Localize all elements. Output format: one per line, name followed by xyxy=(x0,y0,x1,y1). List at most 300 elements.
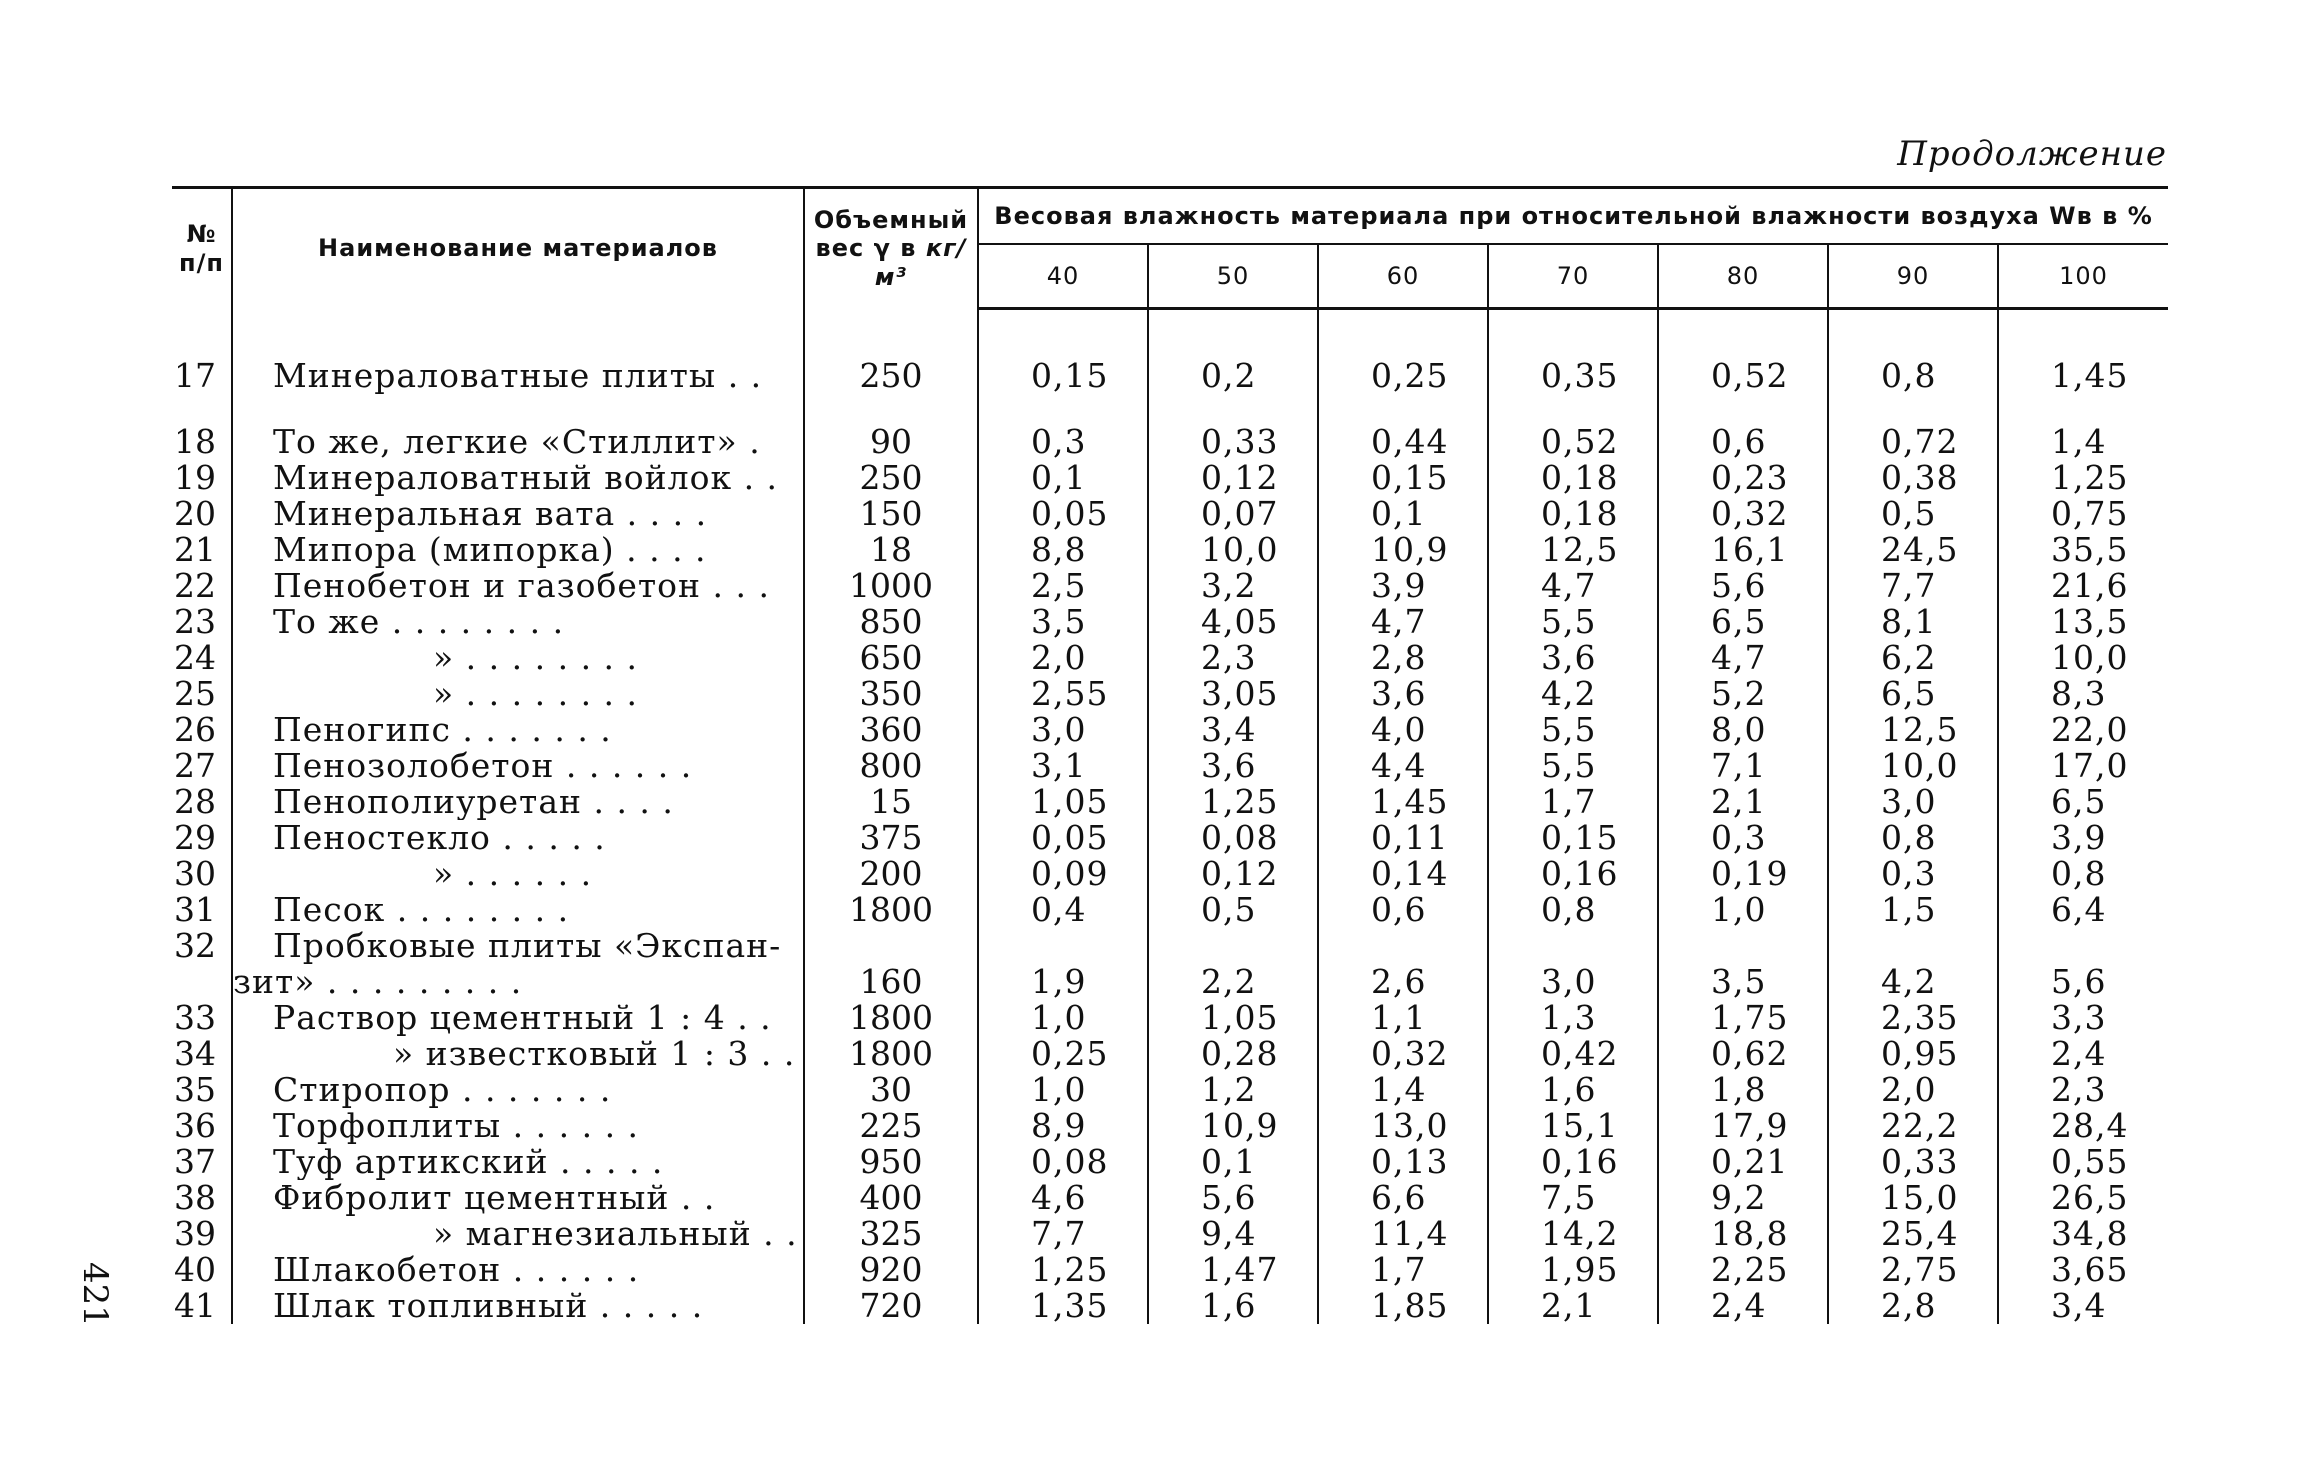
moisture-value: 1,25 xyxy=(1148,784,1318,820)
row-number: 38 xyxy=(172,1180,232,1216)
material-name: Пеногипс . . . . . . . xyxy=(273,712,612,748)
row-number: 33 xyxy=(172,1000,232,1036)
moisture-value: 0,1 xyxy=(978,460,1148,496)
density-cell: 720 xyxy=(804,1288,978,1324)
moisture-value: 0,32 xyxy=(1658,496,1828,532)
row-number: 28 xyxy=(172,784,232,820)
moisture-value: 3,05 xyxy=(1148,676,1318,712)
moisture-value: 0,08 xyxy=(978,1144,1148,1180)
moisture-value: 0,1 xyxy=(1318,496,1488,532)
table-row xyxy=(172,1216,2168,1252)
density-cell: 360 xyxy=(804,712,978,748)
column-header-density xyxy=(804,188,978,309)
moisture-value: 3,0 xyxy=(1828,784,1998,820)
material-name-continuation: зит» . . . . . . . . . xyxy=(233,964,523,1000)
moisture-value: 10,9 xyxy=(1318,532,1488,568)
moisture-value: 1,7 xyxy=(1318,1252,1488,1288)
density-cell: 1800 xyxy=(804,1036,978,1072)
moisture-value: 1,75 xyxy=(1658,1000,1828,1036)
moisture-cell xyxy=(1488,928,1658,964)
moisture-value: 1,25 xyxy=(978,1252,1148,1288)
row-number: 36 xyxy=(172,1108,232,1144)
row-number: 19 xyxy=(172,460,232,496)
moisture-value: 0,08 xyxy=(1148,820,1318,856)
moisture-value: 1,1 xyxy=(1318,1000,1488,1036)
moisture-value: 0,2 xyxy=(1148,350,1318,394)
moisture-value: 0,16 xyxy=(1488,856,1658,892)
material-name: Раствор цементный 1 : 4 . . xyxy=(273,1000,772,1036)
density-cell: 950 xyxy=(804,1144,978,1180)
moisture-value: 22,2 xyxy=(1828,1108,1998,1144)
moisture-cell xyxy=(1148,928,1318,964)
table-row xyxy=(172,856,2168,892)
row-number: 26 xyxy=(172,712,232,748)
gap-cell xyxy=(804,309,978,351)
moisture-value: 3,5 xyxy=(978,604,1148,640)
moisture-value: 0,8 xyxy=(1828,350,1998,394)
moisture-value: 3,0 xyxy=(978,712,1148,748)
row-number: 39 xyxy=(172,1216,232,1252)
moisture-value: 0,19 xyxy=(1658,856,1828,892)
moisture-value: 1,47 xyxy=(1148,1252,1318,1288)
table-body xyxy=(172,309,2168,1325)
moisture-value: 12,5 xyxy=(1488,532,1658,568)
moisture-value: 4,7 xyxy=(1318,604,1488,640)
moisture-value: 7,7 xyxy=(978,1216,1148,1252)
moisture-value: 0,14 xyxy=(1318,856,1488,892)
moisture-value: 2,8 xyxy=(1828,1288,1998,1324)
moisture-value: 3,4 xyxy=(1148,712,1318,748)
moisture-value: 0,21 xyxy=(1658,1144,1828,1180)
moisture-value: 0,11 xyxy=(1318,820,1488,856)
density-label: Объемный вес γ в xyxy=(813,205,969,263)
column-header-humidity-60: 60 xyxy=(1318,244,1488,309)
moisture-value: 5,6 xyxy=(1998,964,2168,1000)
moisture-value: 1,95 xyxy=(1488,1252,1658,1288)
moisture-value: 15,1 xyxy=(1488,1108,1658,1144)
moisture-value: 0,18 xyxy=(1488,496,1658,532)
moisture-value: 7,5 xyxy=(1488,1180,1658,1216)
moisture-value: 10,0 xyxy=(1828,748,1998,784)
material-name: Минераловатный войлок . . xyxy=(273,460,779,496)
moisture-value: 13,0 xyxy=(1318,1108,1488,1144)
density-cell: 250 xyxy=(804,460,978,496)
moisture-value: 1,0 xyxy=(978,1000,1148,1036)
moisture-value: 0,5 xyxy=(1148,892,1318,928)
material-name: Торфоплиты . . . . . . xyxy=(273,1108,640,1144)
row-gap xyxy=(172,394,2168,424)
moisture-value: 3,0 xyxy=(1488,964,1658,1000)
moisture-value: 1,5 xyxy=(1828,892,1998,928)
gap-cell xyxy=(1148,394,1318,424)
table-row xyxy=(172,640,2168,676)
moisture-value: 9,2 xyxy=(1658,1180,1828,1216)
density-cell: 15 xyxy=(804,784,978,820)
moisture-value: 1,0 xyxy=(1658,892,1828,928)
moisture-value: 0,52 xyxy=(1488,424,1658,460)
table-row xyxy=(172,1252,2168,1288)
moisture-value: 14,2 xyxy=(1488,1216,1658,1252)
moisture-value: 3,9 xyxy=(1998,820,2168,856)
moisture-value: 8,1 xyxy=(1828,604,1998,640)
moisture-value: 2,35 xyxy=(1828,1000,1998,1036)
material-name: Песок . . . . . . . . xyxy=(273,892,570,928)
row-number: 21 xyxy=(172,532,232,568)
moisture-cell xyxy=(1828,928,1998,964)
moisture-value: 0,55 xyxy=(1998,1144,2168,1180)
moisture-value: 0,15 xyxy=(978,350,1148,394)
moisture-value: 0,3 xyxy=(978,424,1148,460)
moisture-value: 26,5 xyxy=(1998,1180,2168,1216)
moisture-value: 0,23 xyxy=(1658,460,1828,496)
row-number: 35 xyxy=(172,1072,232,1108)
moisture-value: 0,35 xyxy=(1488,350,1658,394)
moisture-value: 0,32 xyxy=(1318,1036,1488,1072)
gap-cell xyxy=(1658,309,1828,351)
moisture-value: 6,4 xyxy=(1998,892,2168,928)
moisture-value: 3,2 xyxy=(1148,568,1318,604)
row-number: 40 xyxy=(172,1252,232,1288)
moisture-value: 1,35 xyxy=(978,1288,1148,1324)
density-cell: 250 xyxy=(804,350,978,394)
table-row xyxy=(172,820,2168,856)
moisture-value: 1,4 xyxy=(1318,1072,1488,1108)
moisture-value: 0,33 xyxy=(1148,424,1318,460)
material-name: » магнезиальный . . xyxy=(433,1216,798,1252)
moisture-value: 24,5 xyxy=(1828,532,1998,568)
gap-cell xyxy=(172,309,232,351)
moisture-value: 0,15 xyxy=(1318,460,1488,496)
moisture-value: 0,6 xyxy=(1318,892,1488,928)
row-number: 23 xyxy=(172,604,232,640)
moisture-value: 2,2 xyxy=(1148,964,1318,1000)
table-row xyxy=(172,1072,2168,1108)
moisture-value: 1,4 xyxy=(1998,424,2168,460)
moisture-value: 4,7 xyxy=(1488,568,1658,604)
moisture-value: 13,5 xyxy=(1998,604,2168,640)
gap-cell xyxy=(232,309,804,351)
moisture-value: 5,5 xyxy=(1488,604,1658,640)
moisture-value: 0,16 xyxy=(1488,1144,1658,1180)
moisture-cell xyxy=(1998,928,2168,964)
density-cell: 650 xyxy=(804,640,978,676)
moisture-value: 2,0 xyxy=(978,640,1148,676)
row-number: 27 xyxy=(172,748,232,784)
moisture-value: 0,05 xyxy=(978,496,1148,532)
moisture-value: 4,2 xyxy=(1828,964,1998,1000)
column-header-humidity-90: 90 xyxy=(1828,244,1998,309)
gap-cell xyxy=(1828,394,1998,424)
gap-cell xyxy=(978,394,1148,424)
table-row xyxy=(172,460,2168,496)
gap-cell xyxy=(804,394,978,424)
moisture-cell xyxy=(1658,928,1828,964)
gap-cell xyxy=(232,394,804,424)
moisture-value: 3,6 xyxy=(1148,748,1318,784)
moisture-value: 2,55 xyxy=(978,676,1148,712)
density-cell: 920 xyxy=(804,1252,978,1288)
moisture-value: 1,25 xyxy=(1998,460,2168,496)
column-header-number: № п/п xyxy=(172,188,232,309)
density-cell: 1800 xyxy=(804,892,978,928)
material-name: Пенополиуретан . . . . xyxy=(273,784,674,820)
row-number: 37 xyxy=(172,1144,232,1180)
row-number: 29 xyxy=(172,820,232,856)
gap-cell xyxy=(1658,394,1828,424)
material-name: Фибролит цементный . . xyxy=(273,1180,716,1216)
density-cell xyxy=(804,928,978,964)
moisture-value: 2,6 xyxy=(1318,964,1488,1000)
moisture-value: 11,4 xyxy=(1318,1216,1488,1252)
moisture-value: 2,75 xyxy=(1828,1252,1998,1288)
gap-cell xyxy=(1998,394,2168,424)
moisture-value: 0,62 xyxy=(1658,1036,1828,1072)
density-cell: 850 xyxy=(804,604,978,640)
moisture-value: 10,9 xyxy=(1148,1108,1318,1144)
material-name: То же, легкие «Стиллит» . xyxy=(273,424,761,460)
density-cell: 225 xyxy=(804,1108,978,1144)
density-cell: 400 xyxy=(804,1180,978,1216)
row-number: 25 xyxy=(172,676,232,712)
material-name: Пенозолобетон . . . . . . xyxy=(273,748,693,784)
moisture-value: 4,7 xyxy=(1658,640,1828,676)
material-name: » . . . . . . xyxy=(433,856,593,892)
moisture-value: 0,07 xyxy=(1148,496,1318,532)
moisture-value: 2,5 xyxy=(978,568,1148,604)
column-header-humidity-70: 70 xyxy=(1488,244,1658,309)
moisture-value: 16,1 xyxy=(1658,532,1828,568)
material-name: Пенобетон и газобетон . . . xyxy=(273,568,770,604)
material-name: » известковый 1 : 3 . . xyxy=(393,1036,796,1072)
moisture-value: 6,2 xyxy=(1828,640,1998,676)
moisture-value: 0,95 xyxy=(1828,1036,1998,1072)
moisture-value: 8,9 xyxy=(978,1108,1148,1144)
density-cell: 30 xyxy=(804,1072,978,1108)
gap-cell xyxy=(1828,309,1998,351)
moisture-value: 1,45 xyxy=(1998,350,2168,394)
moisture-value: 0,5 xyxy=(1828,496,1998,532)
material-name: Пеностекло . . . . . xyxy=(273,820,606,856)
row-number: 34 xyxy=(172,1036,232,1072)
gap-cell xyxy=(978,309,1148,351)
table-row xyxy=(172,784,2168,820)
gap-cell xyxy=(1488,394,1658,424)
column-header-humidity-40: 40 xyxy=(978,244,1148,309)
moisture-value: 1,45 xyxy=(1318,784,1488,820)
moisture-value: 5,5 xyxy=(1488,712,1658,748)
moisture-value: 1,05 xyxy=(1148,1000,1318,1036)
moisture-value: 0,09 xyxy=(978,856,1148,892)
density-cell: 200 xyxy=(804,856,978,892)
table-row xyxy=(172,568,2168,604)
moisture-value: 0,18 xyxy=(1488,460,1658,496)
moisture-value: 3,65 xyxy=(1998,1252,2168,1288)
moisture-value: 34,8 xyxy=(1998,1216,2168,1252)
table-row xyxy=(172,1144,2168,1180)
moisture-value: 3,1 xyxy=(978,748,1148,784)
moisture-value: 3,3 xyxy=(1998,1000,2168,1036)
material-name: То же . . . . . . . . xyxy=(273,604,565,640)
moisture-cell xyxy=(978,928,1148,964)
moisture-value: 10,0 xyxy=(1998,640,2168,676)
moisture-value: 1,05 xyxy=(978,784,1148,820)
moisture-value: 0,52 xyxy=(1658,350,1828,394)
density-cell: 350 xyxy=(804,676,978,712)
moisture-value: 22,0 xyxy=(1998,712,2168,748)
moisture-value: 28,4 xyxy=(1998,1108,2168,1144)
moisture-value: 6,5 xyxy=(1658,604,1828,640)
table-row xyxy=(172,424,2168,460)
continuation-label: Продолжение xyxy=(1897,134,2167,174)
moisture-value: 0,6 xyxy=(1658,424,1828,460)
table-row xyxy=(172,496,2168,532)
moisture-value: 1,2 xyxy=(1148,1072,1318,1108)
moisture-value: 21,6 xyxy=(1998,568,2168,604)
gap-cell xyxy=(172,394,232,424)
moisture-value: 0,8 xyxy=(1488,892,1658,928)
table-row xyxy=(172,1180,2168,1216)
material-name: Туф артикский . . . . . xyxy=(273,1144,664,1180)
density-cell: 1000 xyxy=(804,568,978,604)
moisture-value: 5,6 xyxy=(1658,568,1828,604)
moisture-value: 0,28 xyxy=(1148,1036,1318,1072)
material-name: Шлак топливный . . . . . xyxy=(273,1288,704,1324)
page-number: 421 xyxy=(75,1262,115,1327)
moisture-value: 1,85 xyxy=(1318,1288,1488,1324)
moisture-value: 2,8 xyxy=(1318,640,1488,676)
density-cell: 18 xyxy=(804,532,978,568)
material-name: Шлакобетон . . . . . . xyxy=(273,1252,640,1288)
moisture-value: 0,12 xyxy=(1148,460,1318,496)
moisture-value: 8,3 xyxy=(1998,676,2168,712)
moisture-value: 1,0 xyxy=(978,1072,1148,1108)
material-name: Минеральная вата . . . . xyxy=(273,496,708,532)
moisture-value: 0,75 xyxy=(1998,496,2168,532)
moisture-value: 0,05 xyxy=(978,820,1148,856)
material-name: » . . . . . . . . xyxy=(433,676,639,712)
table-row xyxy=(172,1036,2168,1072)
moisture-value: 2,4 xyxy=(1998,1036,2168,1072)
moisture-value: 0,3 xyxy=(1828,856,1998,892)
density-cell: 800 xyxy=(804,748,978,784)
table-header xyxy=(172,188,2168,309)
moisture-value: 3,6 xyxy=(1318,676,1488,712)
moisture-value: 0,72 xyxy=(1828,424,1998,460)
table-row xyxy=(172,1000,2168,1036)
moisture-value: 4,0 xyxy=(1318,712,1488,748)
moisture-value: 2,3 xyxy=(1998,1072,2168,1108)
moisture-value: 35,5 xyxy=(1998,532,2168,568)
moisture-table xyxy=(172,186,2168,1324)
moisture-value: 0,3 xyxy=(1658,820,1828,856)
moisture-value: 17,0 xyxy=(1998,748,2168,784)
gap-cell xyxy=(1998,309,2168,351)
table-row xyxy=(172,532,2168,568)
moisture-value: 1,7 xyxy=(1488,784,1658,820)
row-number: 31 xyxy=(172,892,232,928)
moisture-value: 3,5 xyxy=(1658,964,1828,1000)
moisture-value: 0,4 xyxy=(978,892,1148,928)
moisture-value: 0,8 xyxy=(1828,820,1998,856)
moisture-value: 2,0 xyxy=(1828,1072,1998,1108)
moisture-value: 2,1 xyxy=(1658,784,1828,820)
moisture-value: 5,2 xyxy=(1658,676,1828,712)
moisture-value: 9,4 xyxy=(1148,1216,1318,1252)
density-cell: 90 xyxy=(804,424,978,460)
moisture-value: 1,6 xyxy=(1148,1288,1318,1324)
moisture-value: 0,38 xyxy=(1828,460,1998,496)
moisture-value: 6,5 xyxy=(1998,784,2168,820)
moisture-value: 1,3 xyxy=(1488,1000,1658,1036)
moisture-value: 25,4 xyxy=(1828,1216,1998,1252)
gap-cell xyxy=(1148,309,1318,351)
moisture-value: 5,6 xyxy=(1148,1180,1318,1216)
moisture-value: 0,25 xyxy=(978,1036,1148,1072)
moisture-value: 18,8 xyxy=(1658,1216,1828,1252)
moisture-value: 3,9 xyxy=(1318,568,1488,604)
column-header-name: Наименование материалов xyxy=(232,188,804,309)
row-number: 18 xyxy=(172,424,232,460)
density-cell: 160 xyxy=(804,964,978,1000)
moisture-value: 0,1 xyxy=(1148,1144,1318,1180)
row-number: 17 xyxy=(172,350,232,394)
moisture-value: 6,6 xyxy=(1318,1180,1488,1216)
table-row xyxy=(172,604,2168,640)
column-header-humidity-100: 100 xyxy=(1998,244,2168,309)
density-cell: 325 xyxy=(804,1216,978,1252)
material-name: Стиропор . . . . . . . xyxy=(273,1072,612,1108)
density-cell: 150 xyxy=(804,496,978,532)
moisture-value: 0,8 xyxy=(1998,856,2168,892)
moisture-value: 3,4 xyxy=(1998,1288,2168,1324)
moisture-value: 4,4 xyxy=(1318,748,1488,784)
moisture-value: 3,6 xyxy=(1488,640,1658,676)
row-number: 32 xyxy=(172,928,232,964)
column-header-humidity-50: 50 xyxy=(1148,244,1318,309)
column-header-humidity-80: 80 xyxy=(1658,244,1828,309)
gap-cell xyxy=(1488,309,1658,351)
moisture-value: 2,25 xyxy=(1658,1252,1828,1288)
moisture-value: 5,5 xyxy=(1488,748,1658,784)
moisture-value: 1,9 xyxy=(978,964,1148,1000)
moisture-value: 1,6 xyxy=(1488,1072,1658,1108)
moisture-value: 4,2 xyxy=(1488,676,1658,712)
moisture-value: 0,13 xyxy=(1318,1144,1488,1180)
row-number: 30 xyxy=(172,856,232,892)
moisture-value: 1,8 xyxy=(1658,1072,1828,1108)
moisture-value: 8,0 xyxy=(1658,712,1828,748)
table-row xyxy=(172,676,2168,712)
row-number: 41 xyxy=(172,1288,232,1324)
material-name: » . . . . . . . . xyxy=(433,640,639,676)
table-row xyxy=(172,928,2168,964)
density-cell: 1800 xyxy=(804,1000,978,1036)
moisture-value: 0,15 xyxy=(1488,820,1658,856)
material-name: Пробковые плиты «Экспан- xyxy=(273,928,782,964)
material-name: Минераловатные плиты . . xyxy=(273,356,763,394)
table-row xyxy=(172,1288,2168,1324)
row-number: 24 xyxy=(172,640,232,676)
moisture-value: 0,12 xyxy=(1148,856,1318,892)
gap-cell xyxy=(1318,309,1488,351)
moisture-value: 2,3 xyxy=(1148,640,1318,676)
table-row xyxy=(172,1108,2168,1144)
row-number: 20 xyxy=(172,496,232,532)
material-name: Мипора (мипорка) . . . . xyxy=(273,532,707,568)
moisture-value: 7,7 xyxy=(1828,568,1998,604)
moisture-value: 15,0 xyxy=(1828,1180,1998,1216)
moisture-value: 8,8 xyxy=(978,532,1148,568)
